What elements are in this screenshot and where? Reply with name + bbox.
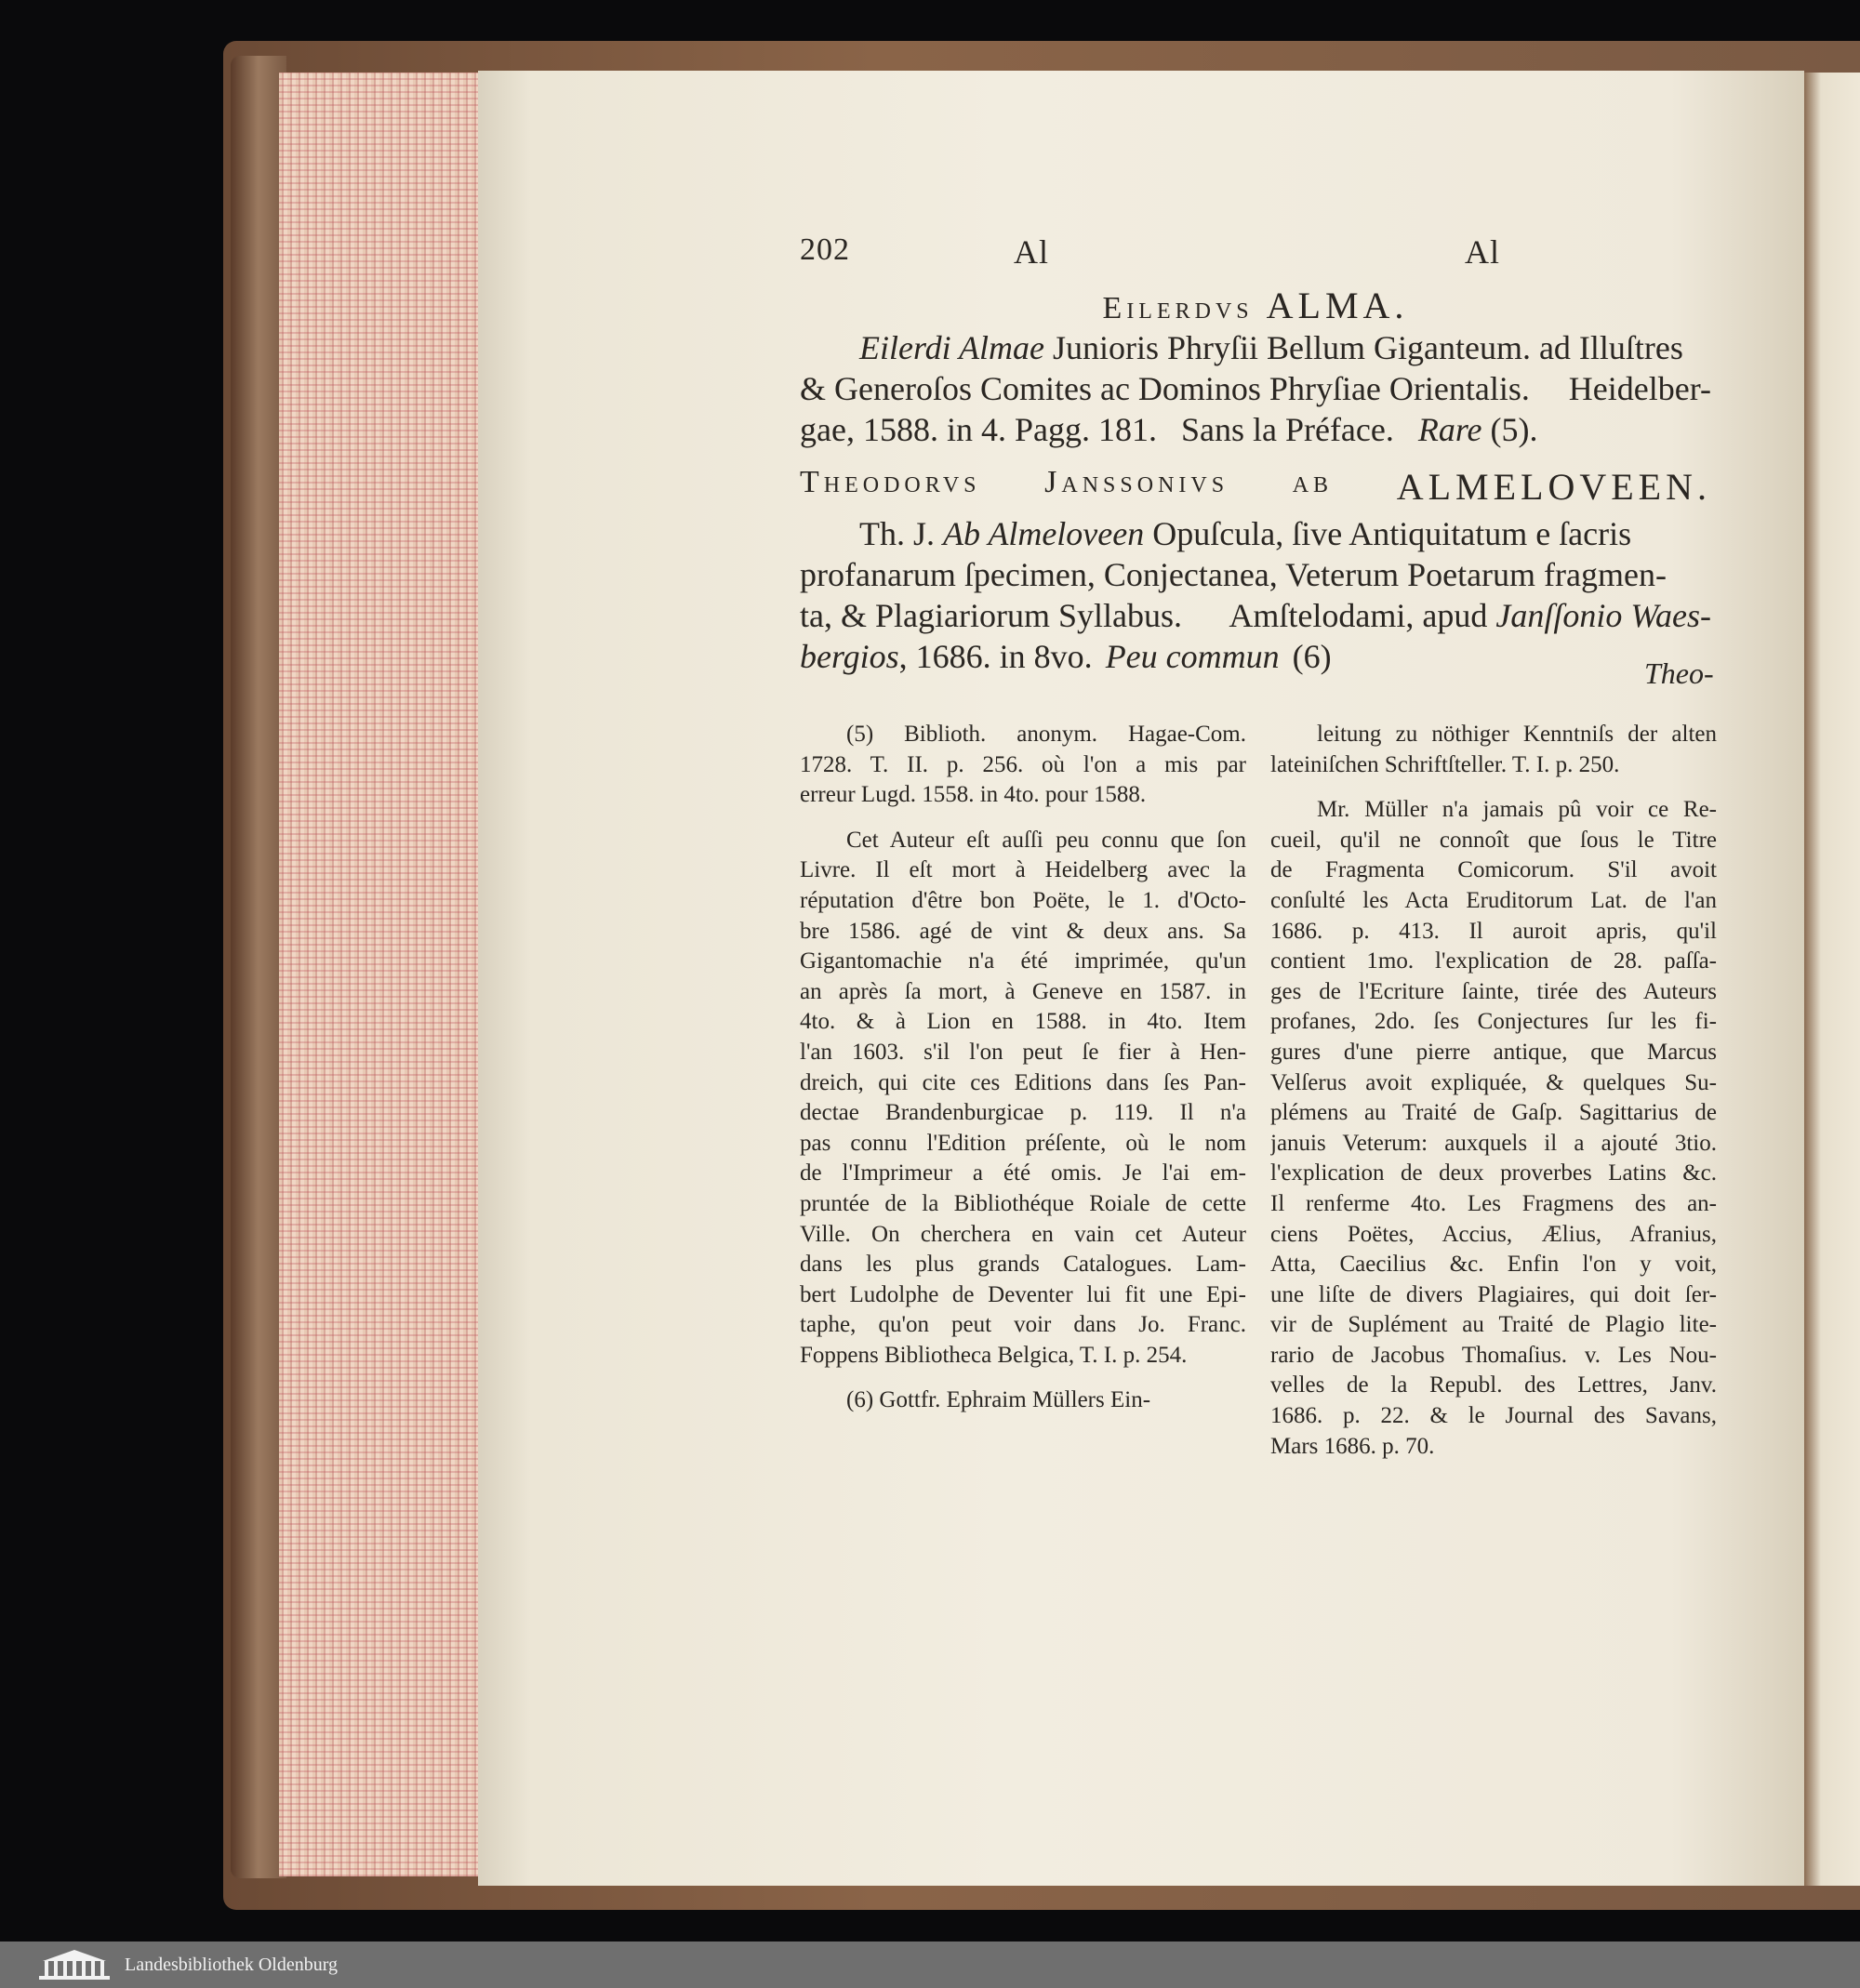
footnote-line: Cet Auteur eſt auſſi peu connu que ſon	[846, 827, 1246, 853]
library-footer-bar	[0, 1942, 1860, 1988]
footnote-line: (5) Biblioth. anonym. Hagae-Com.	[846, 722, 1246, 747]
footnote-line: taphe, qu'on peut voir dans Jo. Franc.	[800, 1312, 1246, 1338]
entry-line: profanarum ſpecimen, Conjectanea, Veterum Poetarum fragmen-	[800, 556, 1667, 593]
footnote-line: Ville. On cherchera en vain cet Auteur	[800, 1221, 1246, 1247]
entry-line: Eilerdi Almae Junioris Phryſii Bellum Giganteum. ad Illuſtres	[859, 329, 1683, 366]
footnote-line: vir de Suplément au Traité de Plagio lite-	[1270, 1312, 1717, 1338]
footnote-line: ges de l'Ecriture ſainte, tirée des Auteurs	[1270, 978, 1717, 1004]
footnote-line: gures d'une pierre antique, que Marcus	[1270, 1039, 1717, 1065]
footnote-line: 1728. T. II. p. 256. où l'on a mis par	[800, 751, 1246, 777]
footnote-line: de Fragmenta Comicorum. S'il avoit	[1270, 857, 1717, 883]
footnote-line: (6) Gottfr. Ephraim Müllers Ein-	[846, 1387, 1151, 1413]
footnote-line: erreur Lugd. 1558. in 4to. pour 1588.	[800, 782, 1147, 808]
library-building-icon	[37, 1948, 112, 1981]
footnote-line: Atta, Caecilius &c. Enfin l'on y voit,	[1270, 1252, 1717, 1278]
paragraph-gap	[800, 1371, 1246, 1385]
footnote-line: Il renferme 4to. Les Fragmens des an-	[1270, 1190, 1717, 1216]
library-name: Landesbibliothek Oldenburg	[125, 1954, 339, 1975]
footnote-line: 1686. p. 413. Il auroit apris, qu'il	[1270, 918, 1717, 944]
footnote-line: plémens au Traité de Gaſp. Sagittarius de	[1270, 1100, 1717, 1126]
footnote-line: dans les plus grands Catalogues. Lam-	[800, 1252, 1246, 1278]
footnote-line: dectae Brandenburgicae p. 119. Il n'a	[800, 1100, 1246, 1126]
catchword: Theo-	[1644, 656, 1714, 690]
page-number: 202	[800, 232, 850, 267]
footnote-line: l'an 1603. s'il l'on peut ſe fier à Hen-	[800, 1039, 1246, 1065]
footnote-line: velles de la Republ. des Lettres, Janv.	[1270, 1372, 1717, 1398]
footnote-line: bre 1586. agé de vint & deux ans. Sa	[800, 918, 1246, 944]
footnote-line: rario de Jacobus Thomaſius. v. Les Nou-	[1270, 1342, 1717, 1368]
footnotes-left-column	[800, 720, 1246, 1416]
footnote-line: Mars 1686. p. 70.	[1270, 1433, 1435, 1459]
entry-heading-almeloveen: Theodorvs Janssonivs ab ALMELOVEEN.	[800, 465, 1711, 508]
footnote-line: 4to. & à Lion en 1588. in 4to. Item	[800, 1009, 1246, 1035]
entry-line: bergios, 1686. in 8vo. Peu commun (6)	[800, 638, 1332, 675]
entry-almeloveen-body	[800, 513, 1711, 677]
entry-line: Th. J. Ab Almeloveen Opuſcula, ſive Antiquitatum e ſacris	[859, 515, 1632, 552]
entry-line: gae, 1588. in 4. Pagg. 181. Sans la Préface. Rare (5).	[800, 411, 1538, 448]
footnote-line: dreich, qui cite ces Editions dans ſes Pan-	[800, 1069, 1246, 1095]
footnote-line: profanes, 2do. ſes Conjectures ſur les fi-	[1270, 1009, 1717, 1035]
running-head-left: Al	[1014, 233, 1049, 271]
entry-heading-alma: Eilerdvs ALMA.	[1102, 285, 1409, 326]
footnote-line: de l'Imprimeur a été omis. Je l'ai em-	[800, 1160, 1246, 1186]
footnote-line: pruntée de la Bibliothéque Roiale de cette	[800, 1190, 1246, 1216]
entry-alma-body	[800, 327, 1711, 450]
footnote-line: contient 1mo. l'explication de 28. paſſa-	[1270, 948, 1717, 974]
footnote-line: Foppens Bibliotheca Belgica, T. I. p. 254.	[800, 1342, 1188, 1368]
footnote-line: Mr. Müller n'a jamais pû voir ce Re-	[1317, 797, 1717, 823]
footnote-line: bert Ludolphe de Deventer lui fit une Epi-	[800, 1281, 1246, 1307]
paragraph-gap	[1270, 780, 1717, 795]
footnote-line: cueil, qu'il ne connoît que ſous le Titre	[1270, 827, 1717, 853]
footnote-line: 1686. p. 22. & le Journal des Savans,	[1270, 1403, 1717, 1429]
footnote-line: conſulté les Acta Eruditorum Lat. de l'an	[1270, 887, 1717, 913]
footnote-line: Livre. Il eſt mort à Heidelberg avec la	[800, 857, 1246, 883]
footnote-line: lateiniſchen Schriftſteller. T. I. p. 250.	[1270, 751, 1620, 777]
footnote-line: Gigantomachie n'a été imprimée, qu'un	[800, 948, 1246, 974]
footnote-line: Velſerus avoit expliquée, & quelques Su-	[1270, 1069, 1717, 1095]
paragraph-gap	[800, 811, 1246, 826]
entry-line: ta, & Plagiariorum Syllabus. Amſtelodami, apud Janſſonio Waes-	[800, 597, 1711, 634]
footnote-line: leitung zu nöthiger Kenntniſs der alten	[1317, 722, 1717, 747]
footnotes-right-column	[1270, 720, 1717, 1462]
footnote-line: réputation d'être bon Poëte, le 1. d'Octo-	[800, 887, 1246, 913]
footnote-line: pas connu l'Edition préſente, où le nom	[800, 1130, 1246, 1156]
footnote-line: l'explication de deux proverbes Latins &c.	[1270, 1160, 1717, 1186]
footnote-line: une liſte de divers Plagiaires, qui doit ſer-	[1270, 1281, 1717, 1307]
running-head-right: Al	[1465, 233, 1500, 271]
entry-line: & Generoſos Comites ac Dominos Phryſiae Orientalis. Heidelber-	[800, 370, 1711, 407]
footnote-line: ciens Poëtes, Accius, Ælius, Afranius,	[1270, 1221, 1717, 1247]
footnote-line: an après ſa mort, à Geneve en 1587. in	[800, 978, 1246, 1004]
footnote-line: januis Veterum: auxquels il a ajouté 3tio.	[1270, 1130, 1717, 1156]
